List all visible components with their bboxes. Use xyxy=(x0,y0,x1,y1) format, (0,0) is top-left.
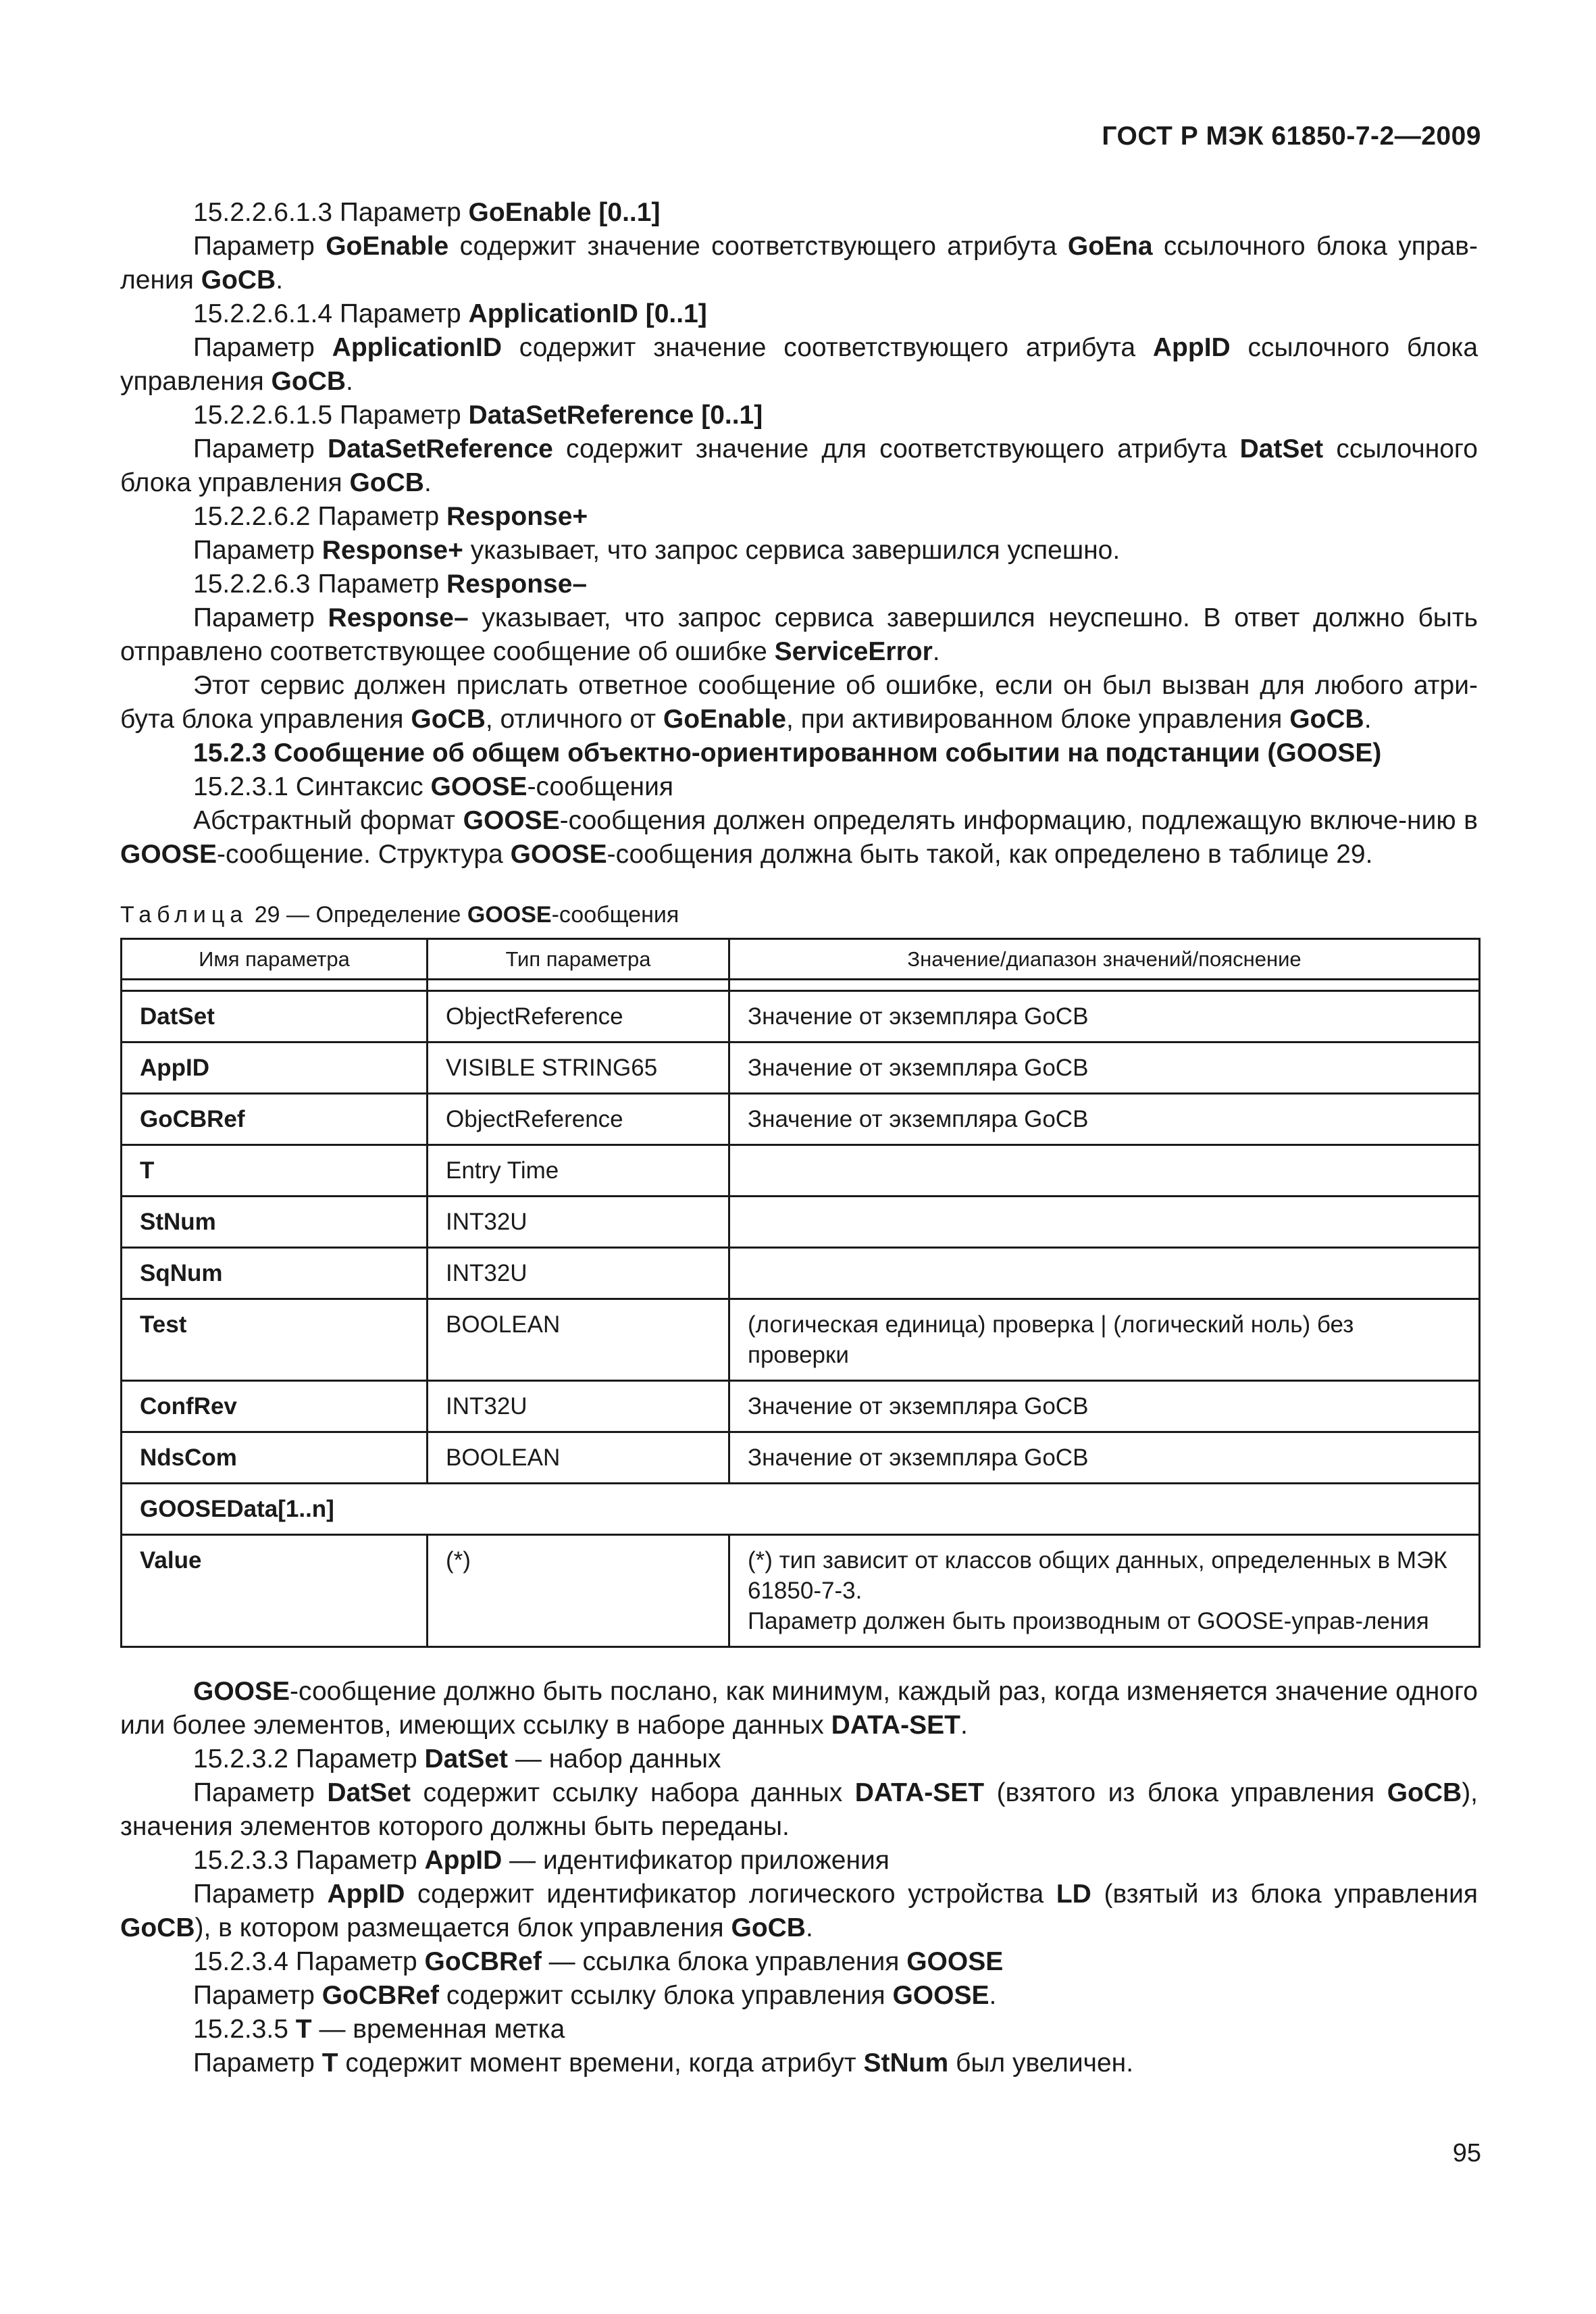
parameter-type: ObjectReference xyxy=(428,991,729,1042)
paragraph: Параметр Response+ указывает, что запрос сервиса завершился успешно. xyxy=(193,536,1121,565)
parameter-description xyxy=(729,1197,1480,1248)
parameter-name: DatSet xyxy=(122,991,428,1042)
paragraph: 15.2.2.6.3 Параметр Response– xyxy=(193,570,588,599)
parameter-name: StNum xyxy=(122,1197,428,1248)
table-row xyxy=(122,1248,1480,1299)
paragraph: Этот сервис должен прислать ответное сообщение об ошибке, если он был вызван для любого атри-бута блока управления GoCB, отличного от GoEnable, при активированном блоке управления GoCB. xyxy=(120,671,1478,734)
paragraph: 15.2.3.4 Параметр GoCBRef — ссылка блока управления GOOSE xyxy=(193,1947,1004,1976)
parameter-name: ConfRev xyxy=(122,1381,428,1432)
parameter-type: INT32U xyxy=(428,1381,729,1432)
parameter-description xyxy=(729,1145,1480,1197)
parameter-name: SqNum xyxy=(122,1248,428,1299)
paragraph: Параметр GoEnable содержит значение соответствующего атрибута GoEna ссылочного блока управ-ления GoCB. xyxy=(120,232,1478,295)
section-heading: 15.2.3 Сообщение об общем объектно-ориентированном событии на подстанции (GOOSE) xyxy=(193,738,1382,768)
group-name: GOOSEData[1..n] xyxy=(122,1484,1480,1535)
paragraph: 15.2.3.2 Параметр DatSet — набор данных xyxy=(193,1744,721,1774)
parameter-description xyxy=(729,1248,1480,1299)
table-row xyxy=(122,1381,1480,1432)
parameter-description xyxy=(729,1535,1480,1647)
paragraph: 15.2.2.6.1.3 Параметр GoEnable [0..1] xyxy=(193,198,661,227)
column-header: Имя параметра xyxy=(122,939,428,980)
table-row xyxy=(122,1299,1480,1381)
table-row xyxy=(122,1042,1480,1094)
parameter-name: AppID xyxy=(122,1042,428,1094)
paragraph: 15.2.3.3 Параметр AppID — идентификатор приложения xyxy=(193,1846,890,1875)
paragraph: Параметр Response– указывает, что запрос сервиса завершился неуспешно. В ответ должно быть отправлено соответствующее сообщение об ошибке ServiceError. xyxy=(120,603,1478,666)
paragraph: GOOSE-сообщение должно быть послано, как минимум, каждый раз, когда изменяется значение одного или более элементов, имеющих ссылку в наборе данных DATA-SET. xyxy=(120,1677,1478,1740)
page-body xyxy=(120,196,1478,2080)
parameter-type: BOOLEAN xyxy=(428,1299,729,1381)
parameter-description: Значение от экземпляра GoCB xyxy=(729,991,1480,1042)
paragraph: Параметр AppID содержит идентификатор логического устройства LD (взятый из блока управления GoCB), в котором размещается блок управления GoCB. xyxy=(120,1880,1478,1942)
goose-message-table xyxy=(120,938,1481,1648)
column-header: Тип параметра xyxy=(428,939,729,980)
description-line: (*) тип зависит от классов общих данных, определенных в МЭК 61850-7-3. xyxy=(748,1547,1447,1604)
header-separator xyxy=(122,980,1480,991)
description-line: Параметр должен быть производным от GOOSE-управ-ления xyxy=(748,1608,1429,1634)
parameter-name: Value xyxy=(122,1535,428,1647)
parameter-description: (логическая единица) проверка | (логический ноль) без проверки xyxy=(729,1299,1480,1381)
parameter-type: BOOLEAN xyxy=(428,1432,729,1484)
parameter-type: INT32U xyxy=(428,1248,729,1299)
parameter-type: ObjectReference xyxy=(428,1094,729,1145)
parameter-type: Entry Time xyxy=(428,1145,729,1197)
paragraph: 15.2.2.6.2 Параметр Response+ xyxy=(193,502,588,531)
paragraph: 15.2.2.6.1.4 Параметр ApplicationID [0..1] xyxy=(193,299,707,328)
paragraph: 15.2.2.6.1.5 Параметр DataSetReference [0..1] xyxy=(193,401,763,430)
parameter-description: Значение от экземпляра GoCB xyxy=(729,1042,1480,1094)
table-group-row xyxy=(122,1484,1480,1535)
paragraph: Абстрактный формат GOOSE-сообщения должен определять информацию, подлежащую включе-нию в GOOSE-сообщение. Структура GOOSE-сообщения должна быть такой, как определено в таблице 29. xyxy=(120,806,1478,869)
parameter-name: NdsCom xyxy=(122,1432,428,1484)
parameter-description: Значение от экземпляра GoCB xyxy=(729,1381,1480,1432)
parameter-type: INT32U xyxy=(428,1197,729,1248)
paragraph: Параметр GoCBRef содержит ссылку блока управления GOOSE. xyxy=(193,1981,997,2010)
paragraph: Параметр T содержит момент времени, когда атрибут StNum был увеличен. xyxy=(193,2048,1134,2078)
table-row xyxy=(122,991,1480,1042)
parameter-type: VISIBLE STRING65 xyxy=(428,1042,729,1094)
parameter-description: Значение от экземпляра GoCB xyxy=(729,1432,1480,1484)
paragraph: Параметр DatSet содержит ссылку набора данных DATA-SET (взятого из блока управления GoCB), значения элементов которого должны быть переданы. xyxy=(120,1778,1478,1841)
document-header: ГОСТ Р МЭК 61850-7-2—2009 xyxy=(1102,122,1481,151)
table-row xyxy=(122,1197,1480,1248)
column-header: Значение/диапазон значений/пояснение xyxy=(729,939,1480,980)
table-row xyxy=(122,1145,1480,1197)
parameter-description: Значение от экземпляра GoCB xyxy=(729,1094,1480,1145)
page-number: 95 xyxy=(1452,2139,1481,2167)
table-row xyxy=(122,1535,1480,1647)
parameter-type: (*) xyxy=(428,1535,729,1647)
parameter-name: Test xyxy=(122,1299,428,1381)
table-row xyxy=(122,1094,1480,1145)
paragraph: 15.2.3.1 Синтаксис GOOSE-сообщения xyxy=(193,772,673,801)
parameter-name: T xyxy=(122,1145,428,1197)
paragraph: Параметр DataSetReference содержит значение для соответствующего атрибута DatSet ссылочного блока управления GoCB. xyxy=(120,434,1478,497)
table-caption: Таблица 29 — Определение GOOSE-сообщения xyxy=(120,902,679,928)
paragraph: 15.2.3.5 T — временная метка xyxy=(193,2015,565,2044)
paragraph: Параметр ApplicationID содержит значение соответствующего атрибута AppID ссылочного блока управления GoCB. xyxy=(120,333,1478,396)
table-row xyxy=(122,1432,1480,1484)
parameter-name: GoCBRef xyxy=(122,1094,428,1145)
